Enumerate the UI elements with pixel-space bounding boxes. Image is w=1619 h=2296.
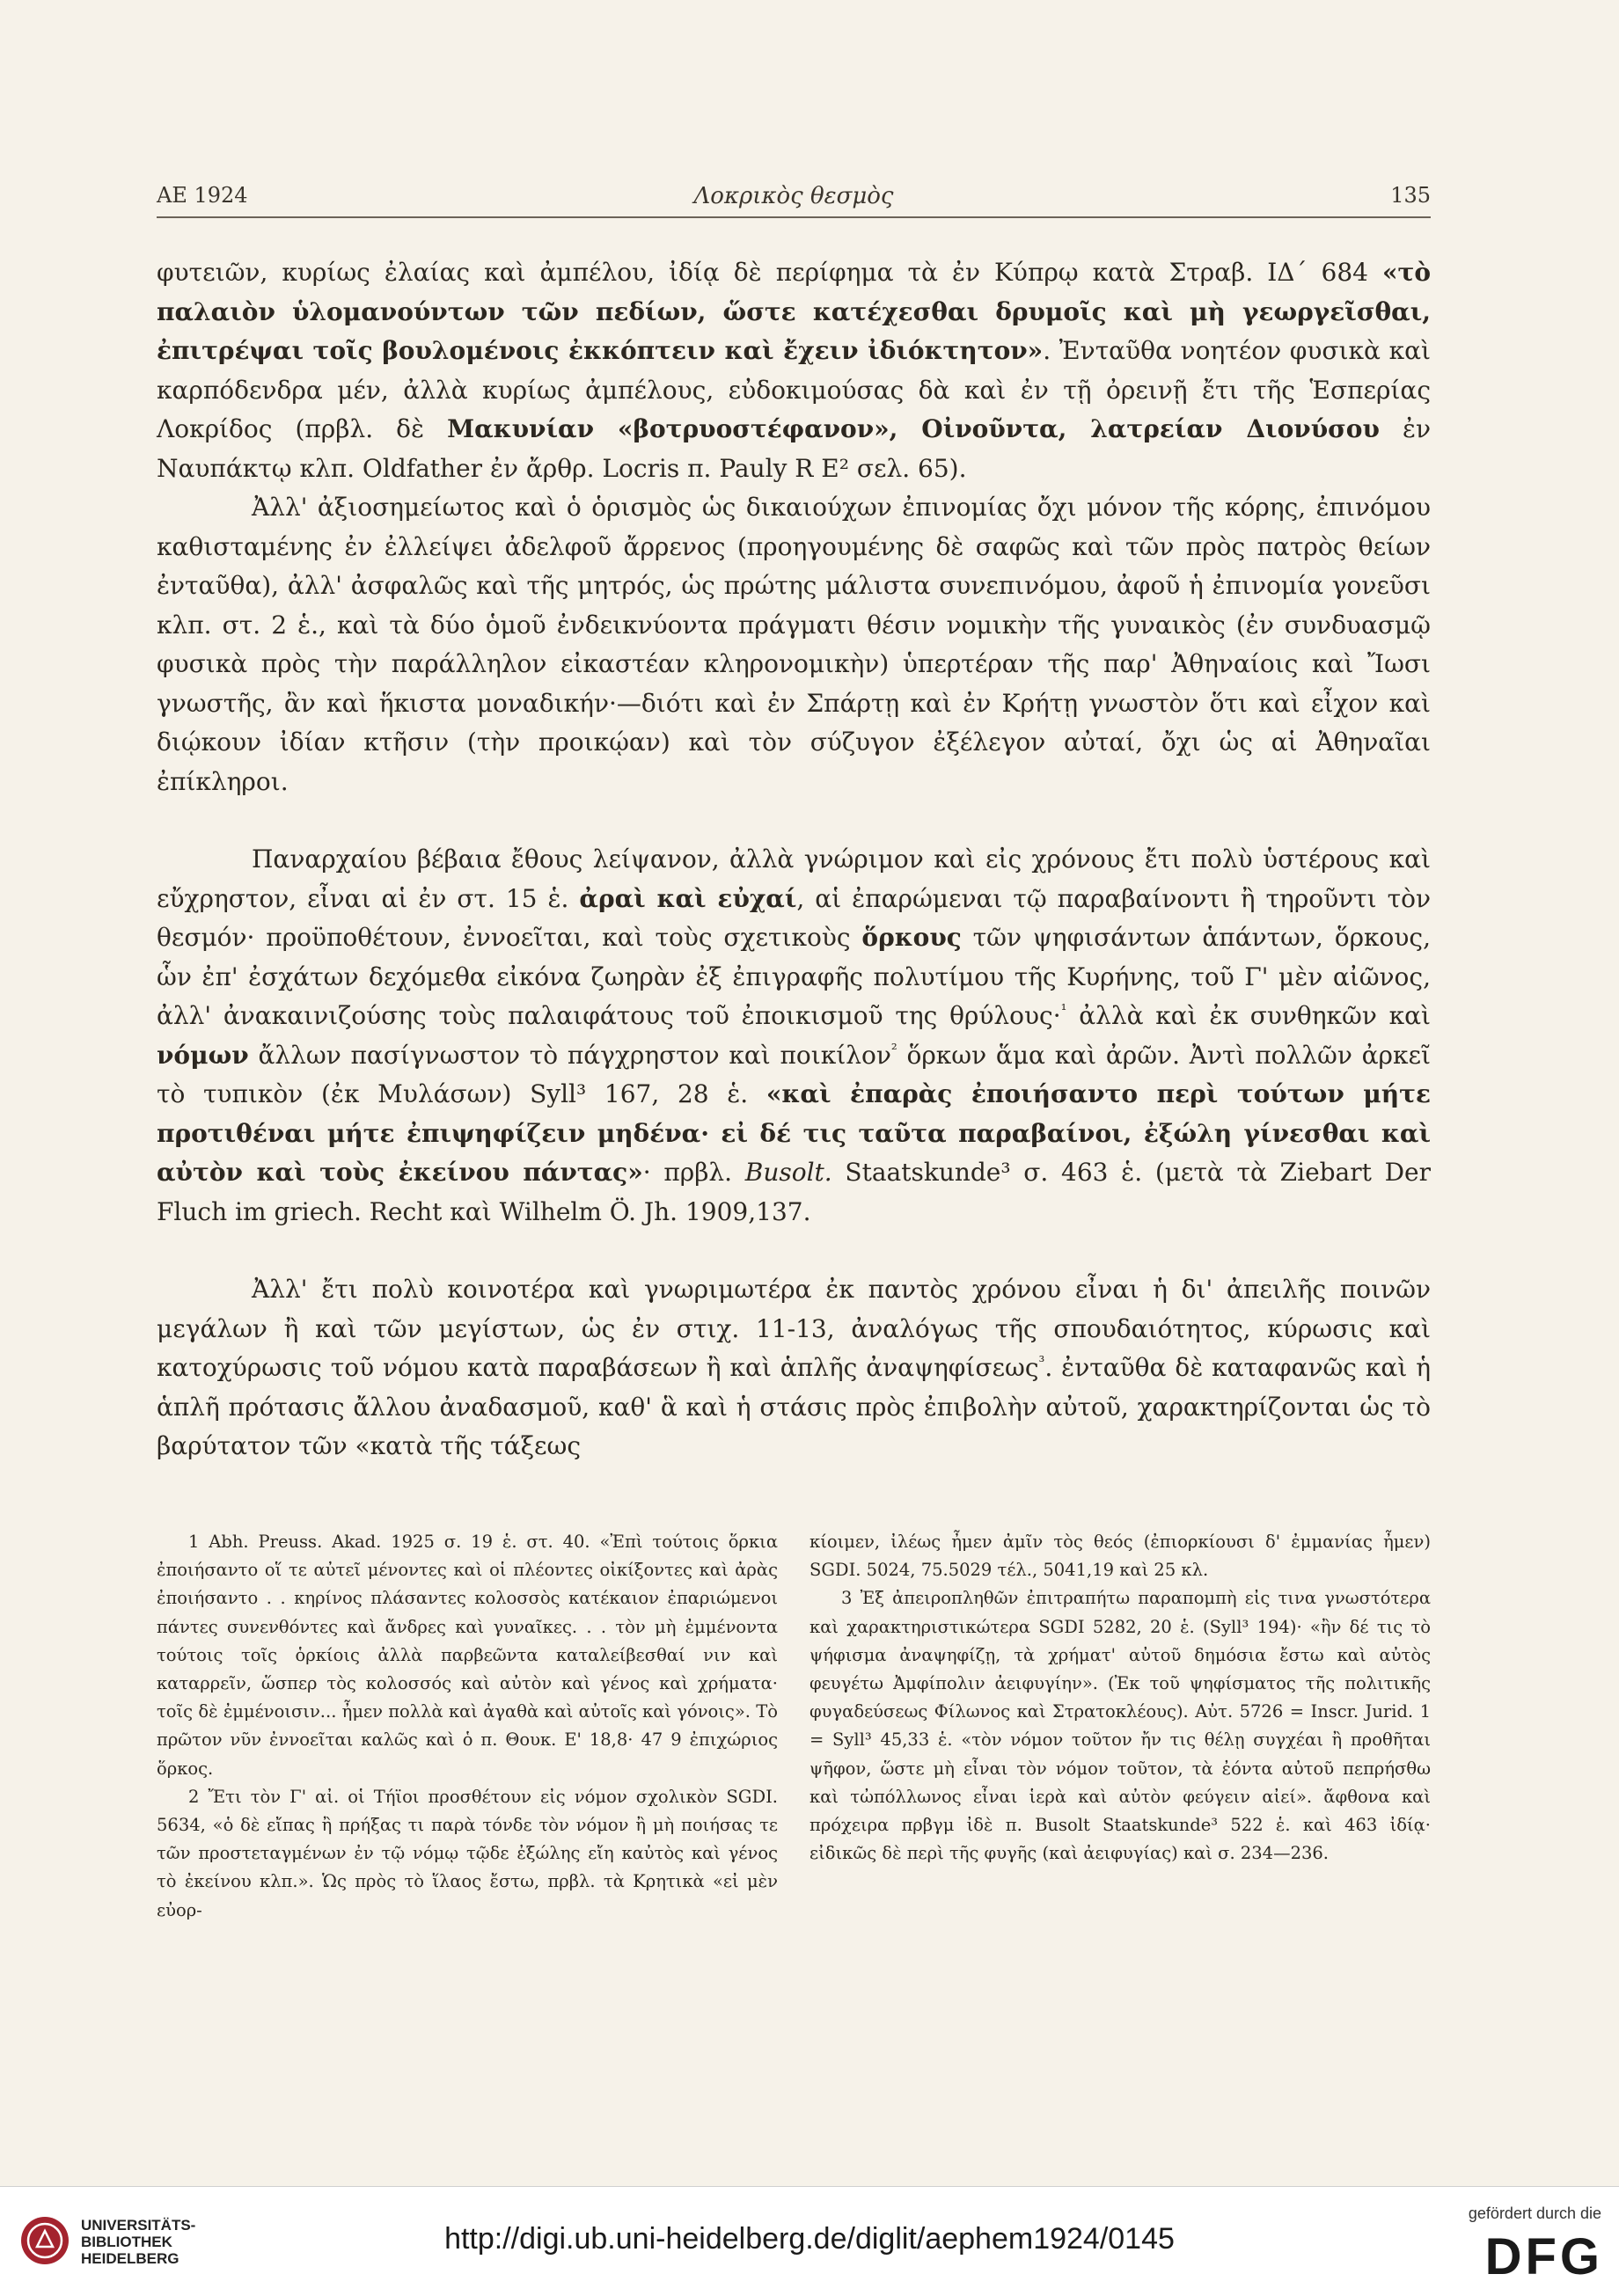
- emphasis: ἀραὶ καὶ εὐχαί: [579, 883, 797, 913]
- emphasis: Μακυνίαν «βοτρυοστέφανον», Οἰνοῦντα, λατρείαν Διονύσου: [447, 414, 1380, 443]
- text-run: τῶν ψηφισάντων ἁπάντων, ὅρκους, ὧν ἐπ' ἐσχάτων δεχόμεθα εἰκόνα ζωηρὰν ἐξ ἐπιγραφῆς πολυτίμου τῆς Κυρήνης, τοῦ Γ' μὲν αἰῶνος, ἀλλ' ἀνακαινιζούσης τοὺς παλαιφάτους τοῦ ἐποικισμοῦ της θρύλους·: [157, 923, 1431, 1030]
- permalink-url[interactable]: http://digi.ub.uni-heidelberg.de/diglit/aephem1924/0145: [444, 2222, 1175, 2256]
- footnote-3: 3 Ἐξ ἀπειροπληθῶν ἐπιτραπήτω παραπομπὴ εἰς τινα γνωστότερα καὶ χαρακτηριστικώτερα SGDI 5282, 20 ἑ. (Syll³ 194)· «ἢν δέ τις τὸ ψήφισμα ἀναψηφίζῃ, τὰ χρήματ' αὐτοῦ δημόσια ἔστω καὶ αὐτὸς φευγέτω Ἀμφίπολιν ἀειφυγίην». (Ἐκ τοῦ ψηφίσματος τῆς πολιτικῆς φυγαδεύσεως Φίλωνος καὶ Στρατοκλέους). Αὐτ. 5726 = Inscr. Jurid. 1 = Syll³ 45,33 ἑ. «τὸν νόμον τοῦτον ἤν τις θέλῃ συγχέαι ἢ προθῆται ψῆφον, ὥστε μὴ εἶναι τὸν νόμον τοῦτον, τὰ ἐόντα αὐτοῦ πεπρήσθω καὶ τὠπόλλωνος εἶναι ἱερὰ καὶ αὐτὸν φεύγειν αἰεί». ἄφθονα καὶ πρόχειρα πρβγμ ἰδὲ π. Busolt Staatskunde³ 522 ἑ. καὶ 463 ἰδίᾳ· εἰδικῶς δὲ περὶ τῆς φυγῆς (καὶ ἀειφυγίας) καὶ σ. 234—236.: [810, 1588, 1431, 1864]
- emphasis: ὅρκους: [861, 923, 962, 952]
- quotation: «καὶ ἐπαρὰς ἐποιήσαντο περὶ τούτων μήτε προτιθέναι μήτε ἐπιψηφίζειν μηδένα· εἰ δέ τις ταῦτα παραβαίνοι, ἐξώλη γίνεσθαι καὶ αὐτὸν καὶ τοὺς ἐκείνου πάντας»: [157, 1079, 1432, 1187]
- text-run: Παναρχαίου βέβαια ἔθους λείψανον, ἀλλὰ γνώριμον καὶ εἰς χρόνους ἔτι πολὺ ὑστέρους καὶ εὔχρηστον, εἶναι αἱ ἐν στ. 15 ἑ.: [157, 845, 1431, 913]
- paragraph-3: [157, 840, 1431, 1232]
- journal-id: ΑΕ 1924: [157, 183, 248, 208]
- logo-line: UNIVERSITÄTS-: [81, 2217, 196, 2234]
- text-run: φυτειῶν, κυρίως ἐλαίας καὶ ἀμπέλου, ἰδίᾳ δὲ περίφημα τὰ ἐν Κύπρῳ κατὰ Στραβ. ΙΔ΄ 684: [157, 258, 1382, 287]
- text-run: Ἀλλ' ἔτι πολὺ κοινοτέρα καὶ γνωριμωτέρα ἐκ παντὸς χρόνου εἶναι ἡ δι' ἀπειλῆς ποινῶν μεγάλων ἢ καὶ τῶν μεγίστων, ὡς ἐν στιχ. 11-13, ἀναλόγως τῆς σπουδαιότητος, κύρωσις καὶ κατοχύρωσις τοῦ νόμου κατὰ παραβάσεων ἢ καὶ ἁπλῆς ἀναψηφίσεως: [157, 1275, 1431, 1382]
- running-title: Λοκρικὸς θεσμὸς: [693, 183, 894, 209]
- text-run: ἐν Ναυπάκτῳ κλπ. Oldfather ἐν ἄρθρ. Locris π. Pauly R E² σελ. 65).: [157, 414, 1431, 483]
- footnote-column-right: [810, 1528, 1431, 1868]
- footnote-ref: ³: [1038, 1353, 1045, 1371]
- emphasis: νόμων: [157, 1040, 249, 1070]
- author-name: Busolt.: [744, 1158, 832, 1187]
- text-run: Staatskunde³ σ. 463 ἑ. (μετὰ τὰ Ziebart Der Fluch im griech. Recht καὶ Wilhelm Ö. Jh. 1909,137.: [157, 1158, 1432, 1226]
- text-run: ἄλλων πασίγνωστον τὸ πάγχρηστον καὶ ποικίλον: [248, 1040, 891, 1070]
- logo-line: HEIDELBERG: [81, 2250, 179, 2267]
- dfg-logo[interactable]: DFG: [1484, 2228, 1603, 2285]
- footnote-2: 2 Ἔτι τὸν Γ' αἰ. οἱ Τήϊοι προσθέτουν εἰς νόμον σχολικὸν SGDI. 5634, «ὁ δὲ εἴπας ἢ πρήξας τι παρὰ τόνδε τὸν νόμον ἢ μὴ ποιήσας τε τῶν προστεταγμένων ἐν τῷ νόμῳ τῷδε ἐξώλης εἴη καὐτὸς καὶ γένος τὸ ἐκείνου κλπ.». Ὡς πρὸς τὸ ἵλαος ἔστω, πρβλ. τὰ Κρητικὰ «εἰ μὲν εὐορ-: [157, 1786, 778, 1920]
- text-run: . Ἐνταῦθα νοητέον φυσικὰ καὶ καρπόδενδρα μέν, ἀλλὰ κυρίως ἀμπέλους, εὐδοκιμούσας δὰ καὶ ἐν τῇ ὀρεινῇ ἔτι τῆς Ἑσπερίας Λοκρίδος (πρβλ. δὲ: [157, 336, 1431, 443]
- footnote-ref: ²: [890, 1041, 897, 1059]
- logo-line: BIBLIOTHEK: [81, 2234, 172, 2250]
- paragraph-4: [157, 1270, 1431, 1466]
- text-run: . ἐνταῦθα δὲ καταφανῶς καὶ ἡ ἁπλῆ πρότασις ἄλλου ἀναδασμοῦ, καθ' ἃ καὶ ἡ στάσις πρὸς ἐπιβολὴν αὐτοῦ, χαρακτηρίζονται ὡς τὸ βαρύτατον τῶν «κατὰ τῆς τάξεως: [157, 1353, 1431, 1460]
- footnote-continuation: κίοιμεν, ἰλέως ἦμεν ἀμῖν τὸς θεός (ἐπιορκίουσι δ' ἐμμανίας ἦμεν) SGDI. 5024, 75.5029 τέλ., 5041,19 καὶ 25 κλ.: [810, 1532, 1431, 1581]
- main-text: [157, 253, 1431, 1466]
- header-rule: [157, 216, 1431, 218]
- page-number: 135: [1390, 183, 1431, 208]
- footnote-1: 1 Abh. Preuss. Akad. 1925 σ. 19 ἑ. στ. 40. «Ἐπὶ τούτοις ὅρκια ἐποιήσαντο οἵ τε αὐτεῖ μένοντες καὶ οἱ πλέοντες οἰκίξοντες καὶ ἀρὰς ἐποιήσαντο . . κηρίνος πλάσαντες κολοσσὸς κατέκαιον ἐπαριώμενοι πάντες συνενθόντες καὶ ἄνδρες καὶ γυναῖκες. . . τὸν μὴ ἐμμένοντα τούτοις τοῖς ὁρκίοις ἀλλὰ παρβεῶντα καταλείβεσθαί νιν καὶ καταρρεῖν, ὥσπερ τὸς κολοσσός καὶ αὐτὸν καὶ γένος καὶ χρήματα· τοῖς δὲ ἐμμένοισιν... ἦμεν πολλὰ καὶ ἀγαθὰ καὶ αὐτοῖς καὶ γόνοις». Τὸ πρῶτον νῦν ἐννοεῖται καλῶς καὶ ὁ π. Θουκ. Ε' 18,8· 47 9 ἐπιχώριος ὅρκος.: [157, 1532, 778, 1779]
- footnote-ref: ¹: [1060, 1001, 1067, 1020]
- footnote-column-left: [157, 1528, 778, 1925]
- quotation: «τὸ παλαιὸν ὑλομανούντων τῶν πεδίων, ὥστε κατέχεσθαι δρυμοῖς καὶ μὴ γεωργεῖσθαι, ἐπιτρέψαι τοῖς βουλομένοις ἐκκόπτειν καὶ ἔχειν ἰδιόκτητον»: [157, 258, 1431, 365]
- text-run: ὅρκων ἅμα καὶ ἀρῶν. Ἀντὶ πολλῶν ἀρκεῖ τὸ τυπικὸν (ἐκ Μυλάσων) Syll³ 167, 28 ἑ.: [157, 1040, 1431, 1108]
- text-run: · πρβλ.: [642, 1158, 745, 1187]
- viewer-footer: [0, 2186, 1619, 2296]
- paragraph-1: [157, 253, 1431, 488]
- running-header: [157, 183, 1431, 218]
- paragraph-2: Ἀλλ' ἀξιοσημείωτος καὶ ὁ ὁρισμὸς ὡς δικαιούχων ἐπινομίας ὄχι μόνον τῆς κόρης, ἐπινόμου καθισταμένης ἐν ἐλλείψει ἀδελφοῦ ἄρρενος (προηγουμένης δὲ σαφῶς καὶ τῶν πρὸς πατρὸς θείων ἐνταῦθα), ἀλλ' ἀσφαλῶς καὶ τῆς μητρός, ὡς πρώτης μάλιστα συνεπινόμου, ἀφοῦ ἡ ἐπινομία γονεῦσι κλπ. στ. 2 ἑ., καὶ τὰ δύο ὁμοῦ ἐνδεικνύοντα πράγματι θέσιν νομικὴν τῆς γυναικὸς (ἐν συνδυασμῷ φυσικὰ πρὸς τὴν παράλληλον εἰκαστέαν κληρονομικὴν) ὑπερτέραν τῆς παρ' Ἀθηναίοις καὶ Ἴωσι γνωστῆς, ἂν καὶ ἥκιστα μοναδικήν·—διότι καὶ ἐν Σπάρτῃ καὶ ἐν Κρήτῃ γνωστὸν ὅτι καὶ εἶχον καὶ διῴκουν ἰδίαν κτῆσιν (τὴν προικῴαν) καὶ τὸν σύζυγον ἐξέλεγον αὐταί, ὄχι ὡς αἱ Ἀθηναῖαι ἐπίκληροι.: [157, 493, 1431, 796]
- text-run: ἀλλὰ καὶ ἐκ συνθηκῶν καὶ: [1066, 1001, 1431, 1030]
- text-run: , αἱ ἐπαρώμεναι τῷ παραβαίνοντι ἢ τηροῦντι τὸν θεσμόν· προϋποθέτουν, ἐννοεῖται, καὶ τοὺς σχετικοὺς: [157, 883, 1432, 952]
- funding-caption: gefördert durch die: [1468, 2205, 1601, 2222]
